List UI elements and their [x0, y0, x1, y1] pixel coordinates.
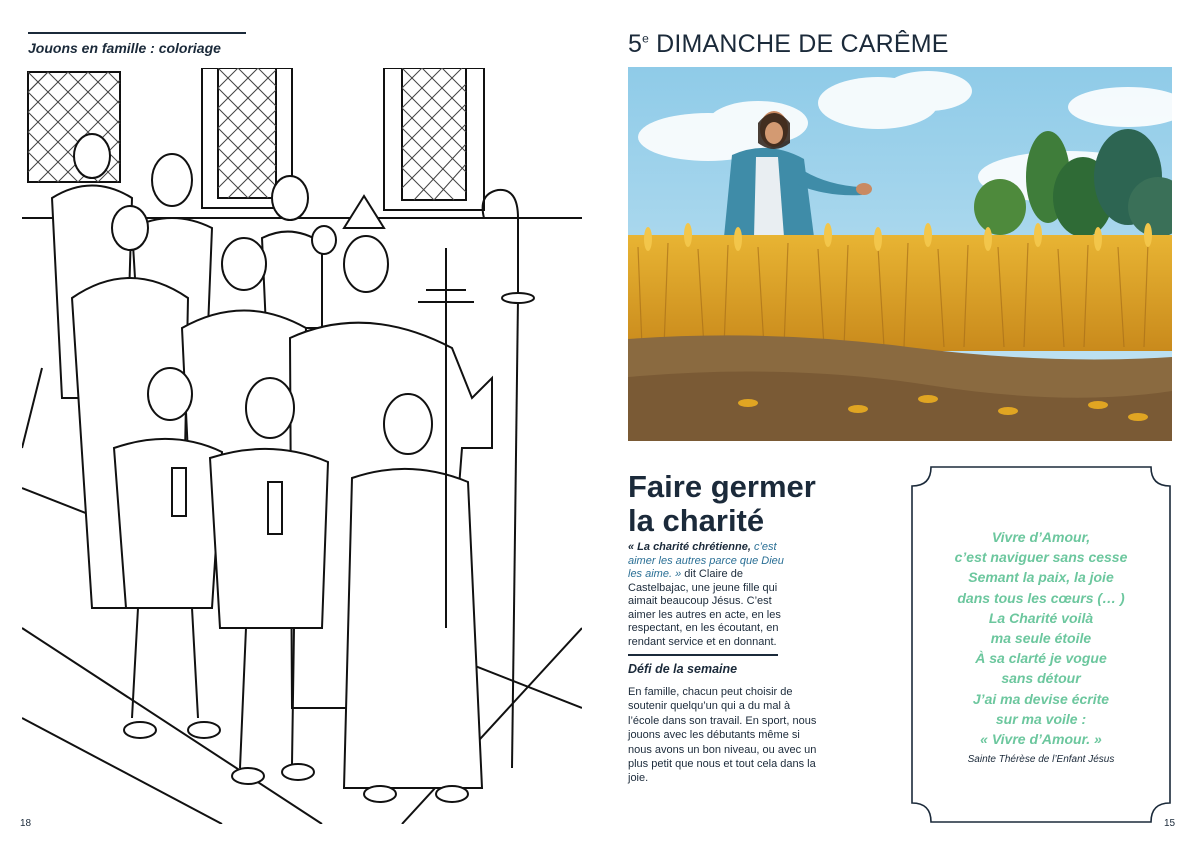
page-number-right: 15 [1164, 818, 1176, 829]
section-heading: Jouons en famille : coloriage [28, 40, 221, 56]
sunday-title [628, 30, 949, 59]
jesus-wheat-field-illustration [628, 67, 1172, 441]
poem-line: Vivre d’Amour, [991, 529, 1091, 545]
main-title-line2: la charité [628, 503, 765, 538]
poem-line: À sa clarté je vogue [975, 650, 1107, 667]
poem-author: Sainte Thérèse de l’Enfant Jésus [967, 754, 1115, 765]
page-number-left: 18 [20, 818, 32, 829]
poem-line: « Vivre d’Amour. » [980, 731, 1102, 748]
main-title-line1: Faire germer [628, 469, 816, 504]
poem [925, 527, 1157, 749]
challenge-text: En famille, chacun peut choisir de soutenir quelqu’un qui a du mal à l’école dans son travail. En sport, nous jouons avec les débutants même si nous avons un bon niveau, ou avec un plus petit que nous et tout cela dans la joie. [628, 686, 817, 785]
coloring-illustration [22, 68, 582, 824]
sunday-title-text: DIMANCHE DE CARÊME [648, 30, 949, 58]
poem-line: sur ma voile : [995, 710, 1087, 727]
main-title [628, 470, 888, 538]
people-group [52, 134, 534, 802]
quote-bold: « La charité chrétienne, [628, 541, 751, 553]
challenge-rule [628, 654, 778, 656]
quote-italic: c’est aimer les autres parce que Dieu les aime. » [628, 541, 784, 580]
quote-body: dit Claire de Castelbajac, une jeune fille qui aimait beaucoup Jésus. C’est aimer les autres en acte, en les respectant, en les écoutant, en rendant service et en donnant. [628, 568, 781, 648]
heading-rule [28, 32, 246, 34]
sunday-suffix: e [642, 31, 649, 46]
poem-line: Semant la paix, la joie [968, 569, 1114, 586]
poem-line: dans tous les cœurs (… ) [957, 589, 1125, 606]
quote-paragraph [628, 541, 798, 649]
poem-line: ma seule étoile [990, 630, 1092, 647]
sunday-number: 5 [628, 30, 643, 58]
poem-line: J’ai ma devise écrite [972, 690, 1110, 707]
poem-line: sans détour [1001, 670, 1081, 687]
poem-line: La Charité voilà [988, 609, 1094, 626]
challenge-title: Défi de la semaine [628, 662, 738, 676]
poem-line: c’est naviguer sans cesse [954, 549, 1128, 566]
